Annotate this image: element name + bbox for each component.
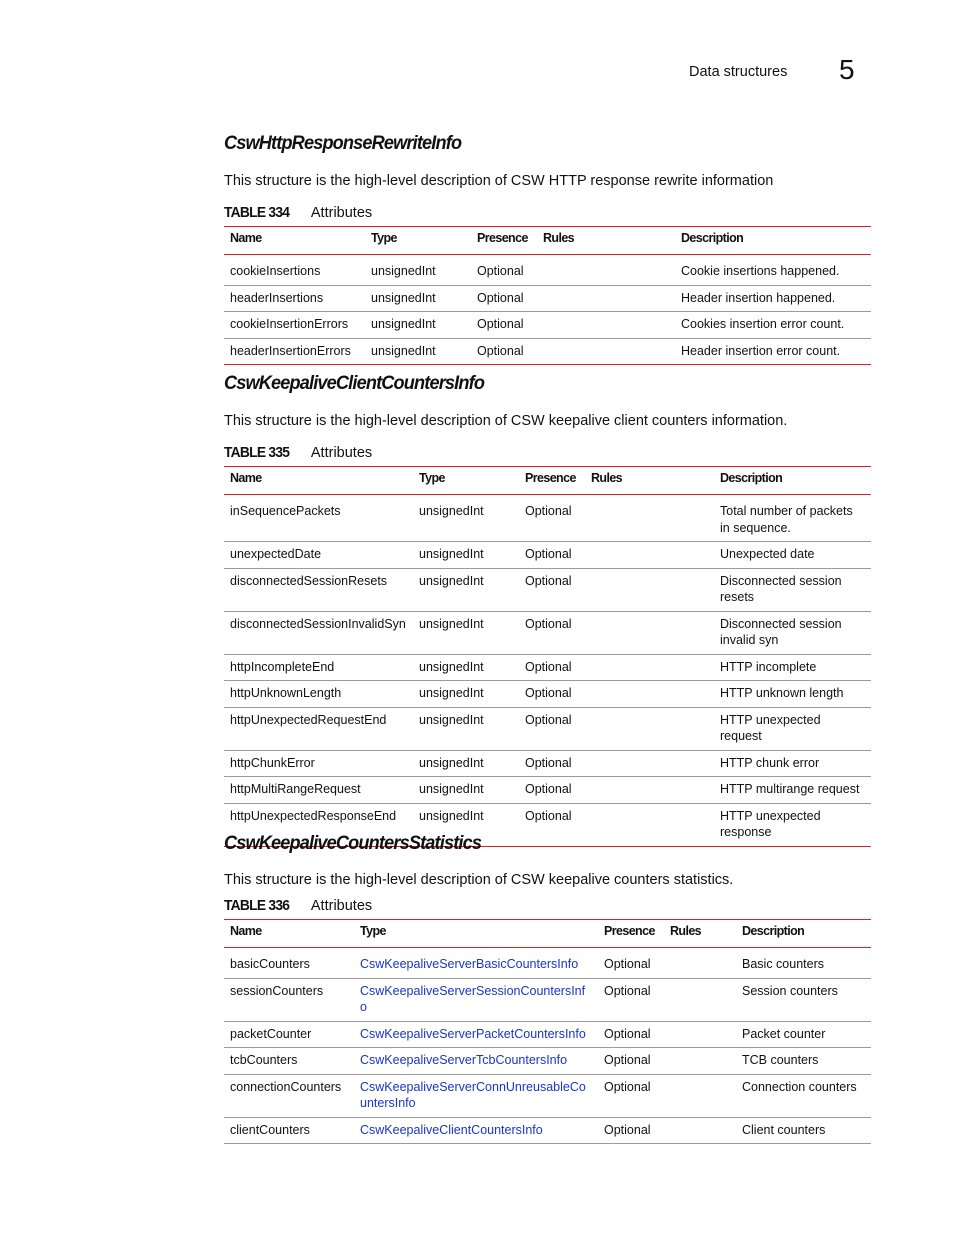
- cell-type: unsignedInt: [413, 542, 519, 569]
- cell-presence: Optional: [598, 1021, 664, 1048]
- cell-type: unsignedInt: [365, 312, 471, 339]
- table-label: TABLE 335: [224, 444, 290, 461]
- cell-name: basicCounters: [224, 948, 354, 979]
- table-caption-text: Attributes: [310, 445, 373, 461]
- cell-description: Packet counter: [736, 1021, 871, 1048]
- column-header-presence: Presence: [519, 467, 585, 495]
- column-header-type: Type: [365, 227, 471, 255]
- column-header-rules: Rules: [585, 467, 714, 495]
- cell-presence: Optional: [598, 948, 664, 979]
- section-csw-keepalive-client-counters-info: [224, 372, 871, 839]
- cell-presence: Optional: [598, 1074, 664, 1117]
- column-header-presence: Presence: [471, 227, 537, 255]
- cell-name: httpUnknownLength: [224, 681, 413, 708]
- cell-presence: Optional: [519, 803, 585, 846]
- cell-type: unsignedInt: [413, 654, 519, 681]
- cell-description: Basic counters: [736, 948, 871, 979]
- cell-rules: [585, 777, 714, 804]
- column-header-name: Name: [224, 467, 413, 495]
- cell-name: cookieInsertions: [224, 255, 365, 286]
- cell-description: HTTP unknown length: [714, 681, 871, 708]
- attributes-table: [224, 466, 871, 847]
- cell-description: HTTP multirange request: [714, 777, 871, 804]
- cell-rules: [664, 1048, 736, 1075]
- attributes-table: [224, 226, 871, 365]
- table-label: TABLE 334: [224, 204, 290, 221]
- type-link[interactable]: CswKeepaliveServerConnUnreusableCountersInfo: [354, 1074, 598, 1117]
- cell-description: HTTP incomplete: [714, 654, 871, 681]
- table-row: [224, 654, 871, 681]
- table-row: [224, 542, 871, 569]
- table-header-row: [224, 467, 871, 495]
- cell-description: Session counters: [736, 978, 871, 1021]
- cell-presence: Optional: [598, 978, 664, 1021]
- table-caption: [224, 897, 372, 914]
- cell-type: unsignedInt: [413, 611, 519, 654]
- cell-description: Cookie insertions happened.: [675, 255, 871, 286]
- cell-type: unsignedInt: [413, 707, 519, 750]
- table-row: [224, 611, 871, 654]
- cell-rules: [585, 750, 714, 777]
- cell-description: Client counters: [736, 1117, 871, 1144]
- table-header-row: [224, 227, 871, 255]
- table-row: [224, 285, 871, 312]
- cell-name: headerInsertions: [224, 285, 365, 312]
- column-header-name: Name: [224, 920, 354, 948]
- table-row: [224, 1074, 871, 1117]
- table-row: [224, 255, 871, 286]
- cell-name: connectionCounters: [224, 1074, 354, 1117]
- type-link[interactable]: CswKeepaliveServerSessionCountersInfo: [354, 978, 598, 1021]
- cell-rules: [537, 338, 675, 365]
- cell-rules: [585, 654, 714, 681]
- table-row: [224, 978, 871, 1021]
- table-row: [224, 707, 871, 750]
- cell-presence: Optional: [519, 495, 585, 542]
- cell-name: clientCounters: [224, 1117, 354, 1144]
- section-description: This structure is the high-level description of CSW keepalive counters statistics.: [224, 872, 734, 888]
- cell-presence: Optional: [519, 777, 585, 804]
- cell-rules: [585, 681, 714, 708]
- column-header-rules: Rules: [537, 227, 675, 255]
- table-caption-text: Attributes: [310, 898, 373, 914]
- section-csw-http-response-rewrite-info: [224, 132, 871, 358]
- table-row: [224, 750, 871, 777]
- table-caption: [224, 444, 372, 461]
- cell-description: Disconnected session invalid syn: [714, 611, 871, 654]
- section-title: CswKeepaliveClientCountersInfo: [224, 372, 485, 394]
- cell-presence: Optional: [471, 255, 537, 286]
- cell-type: unsignedInt: [365, 338, 471, 365]
- cell-name: httpMultiRangeRequest: [224, 777, 413, 804]
- column-header-description: Description: [675, 227, 871, 255]
- cell-rules: [537, 255, 675, 286]
- cell-rules: [537, 312, 675, 339]
- cell-type: unsignedInt: [413, 777, 519, 804]
- cell-name: httpUnexpectedResponseEnd: [224, 803, 413, 846]
- type-link[interactable]: CswKeepaliveClientCountersInfo: [354, 1117, 598, 1144]
- table-row: [224, 568, 871, 611]
- cell-description: TCB counters: [736, 1048, 871, 1075]
- table-row: [224, 1021, 871, 1048]
- cell-name: unexpectedDate: [224, 542, 413, 569]
- table-row: [224, 1117, 871, 1144]
- cell-name: inSequencePackets: [224, 495, 413, 542]
- cell-rules: [585, 611, 714, 654]
- column-header-description: Description: [736, 920, 871, 948]
- cell-rules: [585, 568, 714, 611]
- section-description: This structure is the high-level description of CSW HTTP response rewrite information: [224, 173, 774, 189]
- cell-name: httpChunkError: [224, 750, 413, 777]
- table-row: [224, 681, 871, 708]
- cell-description: HTTP chunk error: [714, 750, 871, 777]
- cell-name: headerInsertionErrors: [224, 338, 365, 365]
- cell-presence: Optional: [519, 654, 585, 681]
- cell-presence: Optional: [519, 611, 585, 654]
- section-description: This structure is the high-level description of CSW keepalive client counters information.: [224, 413, 788, 429]
- cell-name: disconnectedSessionResets: [224, 568, 413, 611]
- attributes-table: [224, 919, 871, 1144]
- cell-description: Header insertion happened.: [675, 285, 871, 312]
- cell-description: Connection counters: [736, 1074, 871, 1117]
- table-caption-text: Attributes: [310, 205, 373, 221]
- section-title: CswHttpResponseRewriteInfo: [224, 132, 462, 154]
- table-row: [224, 948, 871, 979]
- cell-description: Disconnected session resets: [714, 568, 871, 611]
- cell-description: Header insertion error count.: [675, 338, 871, 365]
- cell-rules: [585, 542, 714, 569]
- cell-description: Cookies insertion error count.: [675, 312, 871, 339]
- cell-presence: Optional: [598, 1117, 664, 1144]
- cell-name: httpIncompleteEnd: [224, 654, 413, 681]
- cell-presence: Optional: [471, 285, 537, 312]
- cell-rules: [585, 495, 714, 542]
- cell-name: httpUnexpectedRequestEnd: [224, 707, 413, 750]
- cell-type: unsignedInt: [365, 255, 471, 286]
- table-header-row: [224, 920, 871, 948]
- cell-type: unsignedInt: [413, 750, 519, 777]
- cell-name: packetCounter: [224, 1021, 354, 1048]
- table-row: [224, 312, 871, 339]
- cell-type: unsignedInt: [413, 681, 519, 708]
- cell-presence: Optional: [519, 707, 585, 750]
- column-header-description: Description: [714, 467, 871, 495]
- cell-presence: Optional: [519, 568, 585, 611]
- column-header-rules: Rules: [664, 920, 736, 948]
- column-header-name: Name: [224, 227, 365, 255]
- cell-rules: [664, 978, 736, 1021]
- chapter-number: 5: [839, 54, 855, 85]
- cell-name: sessionCounters: [224, 978, 354, 1021]
- cell-description: Unexpected date: [714, 542, 871, 569]
- section-csw-keepalive-counters-statistics: [224, 832, 871, 1137]
- cell-presence: Optional: [471, 338, 537, 365]
- cell-rules: [664, 1021, 736, 1048]
- section-title: CswKeepaliveCountersStatistics: [224, 832, 482, 854]
- cell-presence: Optional: [519, 750, 585, 777]
- column-header-type: Type: [354, 920, 598, 948]
- cell-description: HTTP unexpected response: [714, 803, 871, 846]
- cell-presence: Optional: [471, 312, 537, 339]
- cell-type: unsignedInt: [413, 495, 519, 542]
- table-row: [224, 777, 871, 804]
- table-caption: [224, 204, 372, 221]
- cell-rules: [537, 285, 675, 312]
- cell-rules: [585, 707, 714, 750]
- cell-presence: Optional: [598, 1048, 664, 1075]
- table-row: [224, 495, 871, 542]
- cell-type: unsignedInt: [365, 285, 471, 312]
- cell-description: Total number of packets in sequence.: [714, 495, 871, 542]
- column-header-type: Type: [413, 467, 519, 495]
- cell-presence: Optional: [519, 542, 585, 569]
- type-link[interactable]: CswKeepaliveServerPacketCountersInfo: [354, 1021, 598, 1048]
- table-row: [224, 1048, 871, 1075]
- type-link[interactable]: CswKeepaliveServerBasicCountersInfo: [354, 948, 598, 979]
- cell-rules: [664, 948, 736, 979]
- cell-type: unsignedInt: [413, 568, 519, 611]
- cell-rules: [664, 1117, 736, 1144]
- type-link[interactable]: CswKeepaliveServerTcbCountersInfo: [354, 1048, 598, 1075]
- cell-presence: Optional: [519, 681, 585, 708]
- cell-name: cookieInsertionErrors: [224, 312, 365, 339]
- table-row: [224, 338, 871, 365]
- cell-name: disconnectedSessionInvalidSyn: [224, 611, 413, 654]
- column-header-presence: Presence: [598, 920, 664, 948]
- cell-description: HTTP unexpected request: [714, 707, 871, 750]
- running-header: Data structures: [689, 64, 788, 80]
- cell-name: tcbCounters: [224, 1048, 354, 1075]
- cell-rules: [664, 1074, 736, 1117]
- cell-type: unsignedInt: [413, 803, 519, 846]
- table-label: TABLE 336: [224, 897, 290, 914]
